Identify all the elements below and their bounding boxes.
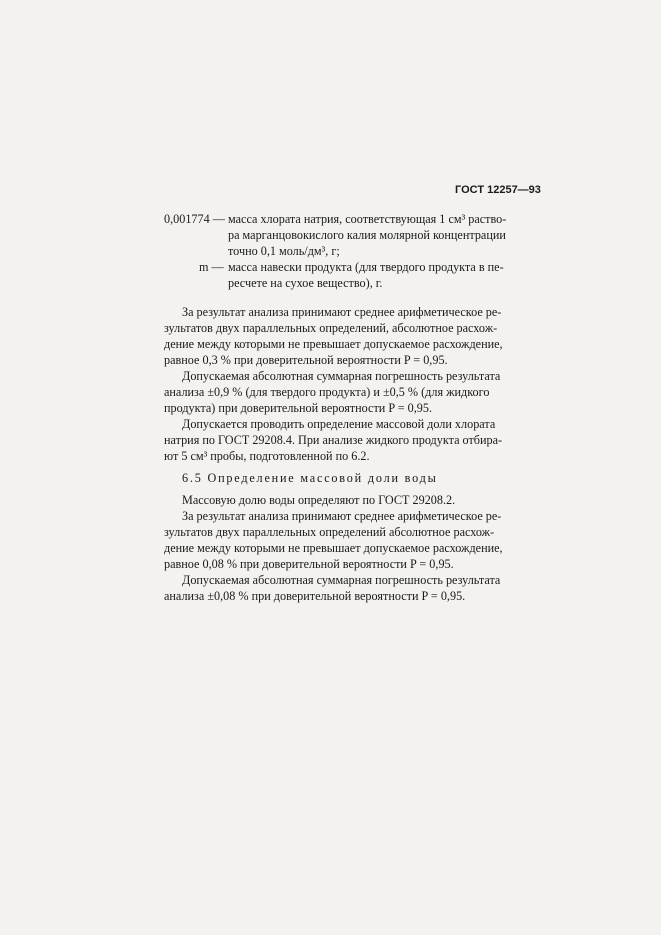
section-heading: 6.5 Определение массовой доли воды bbox=[182, 471, 438, 485]
paragraph-line: дение между которыми не превышает допускаемое расхождение, bbox=[164, 541, 503, 555]
page-header: ГОСТ 12257—93 bbox=[455, 184, 541, 196]
definition-term: m — bbox=[199, 260, 224, 274]
paragraph-line: натрия по ГОСТ 29208.4. При анализе жидкого продукта отбира- bbox=[164, 433, 503, 447]
paragraph-line: дение между которыми не превышает допускаемое расхождение, bbox=[164, 337, 503, 351]
paragraph-line: анализа ±0,08 % при доверительной вероятности P = 0,95. bbox=[164, 589, 466, 603]
definition-line: масса хлората натрия, соответствующая 1 см³ раство- bbox=[228, 212, 507, 226]
paragraph-line: Допускаемая абсолютная суммарная погрешность результата bbox=[182, 369, 501, 383]
definition-line: масса навески продукта (для твердого продукта в пе- bbox=[228, 260, 504, 274]
paragraph-line: Допускаемая абсолютная суммарная погрешность результата bbox=[182, 573, 501, 587]
paragraph-line: зультатов двух параллельных определений, абсолютное расхож- bbox=[164, 321, 498, 335]
paragraph-line: равное 0,08 % при доверительной вероятности P = 0,95. bbox=[164, 557, 454, 571]
paragraph-line: продукта) при доверительной вероятности P = 0,95. bbox=[164, 401, 433, 415]
paragraph-line: зультатов двух параллельных определений абсолютное расхож- bbox=[164, 525, 495, 539]
paragraph-line: За результат анализа принимают среднее арифметическое ре- bbox=[182, 509, 502, 523]
paragraph-line: За результат анализа принимают среднее арифметическое ре- bbox=[182, 305, 502, 319]
definition-term: 0,001774 — bbox=[164, 212, 225, 226]
definition-line: ра марганцовокислого калия молярной концентрации bbox=[228, 228, 506, 242]
paragraph-line: равное 0,3 % при доверительной вероятности P = 0,95. bbox=[164, 353, 448, 367]
definition-line: точно 0,1 моль/дм³, г; bbox=[228, 244, 340, 258]
definition-line: ресчете на сухое вещество), г. bbox=[228, 276, 383, 290]
paragraph-line: ют 5 см³ пробы, подготовленной по 6.2. bbox=[164, 449, 370, 463]
paragraph-line: Допускается проводить определение массовой доли хлората bbox=[182, 417, 496, 431]
paragraph-line: анализа ±0,9 % (для твердого продукта) и ±0,5 % (для жидкого bbox=[164, 385, 490, 399]
paragraph-line: Массовую долю воды определяют по ГОСТ 29208.2. bbox=[182, 493, 456, 507]
